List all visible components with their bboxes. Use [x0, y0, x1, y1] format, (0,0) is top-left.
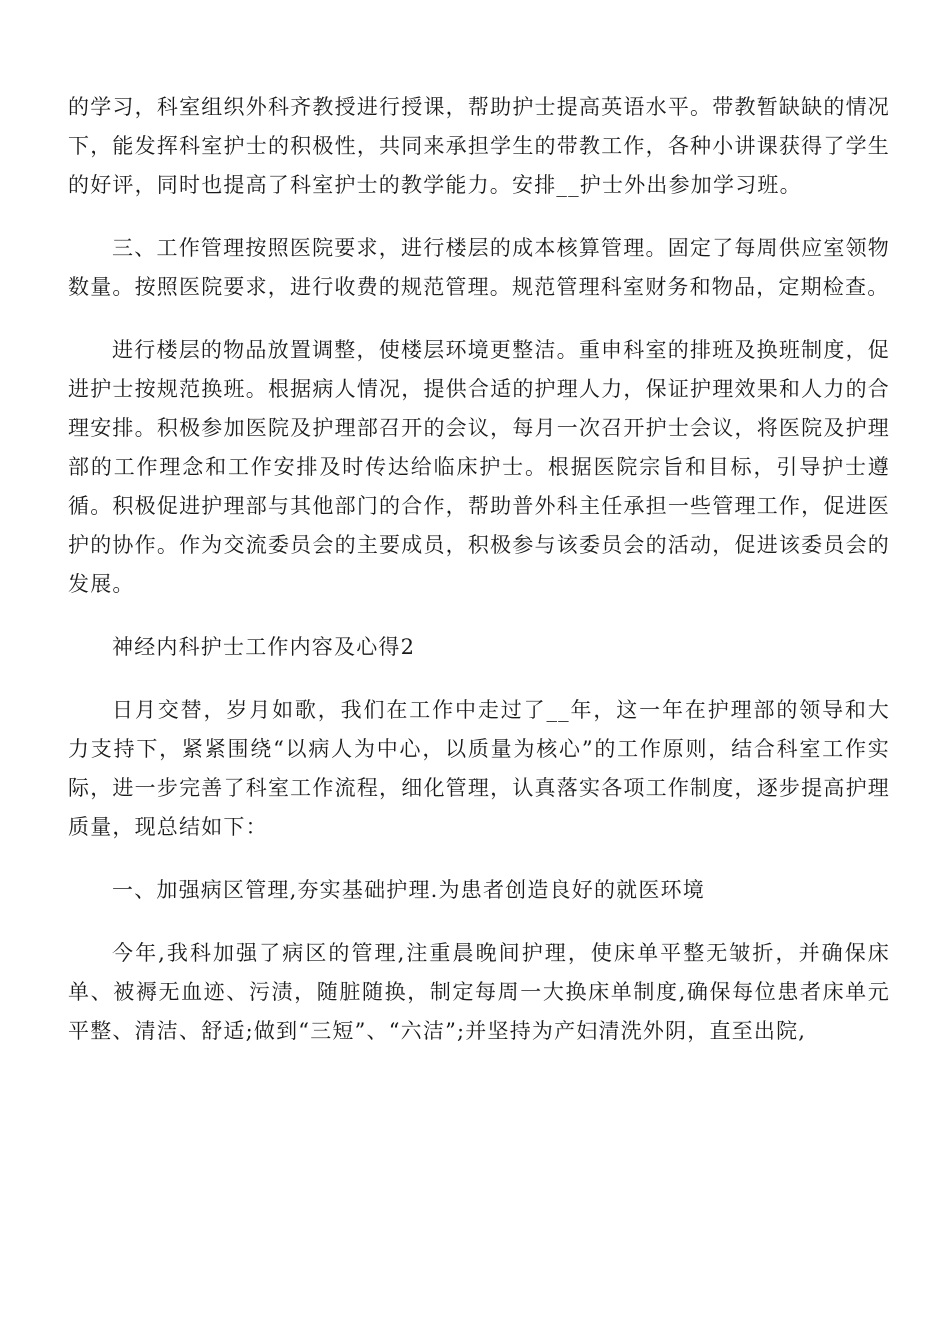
paragraph-5: 日月交替，岁月如歌，我们在工作中走过了__年，这一年在护理部的领导和大力支持下，紧紧围绕“以病人为中心，以质量为核心”的工作原则，结合科室工作实际，进一步完善了科室工作流程，细化管理，认真落实各项工作制度，逐步提高护理质量，现总结如下：: [68, 698, 890, 839]
paragraph-3: 进行楼层的物品放置调整，使楼层环境更整洁。重申科室的排班及换班制度，促进护士按规范换班。根据病人情况，提供合适的护理人力，保证护理效果和人力的合理安排。积极参加医院及护理部召开的会议，每月一次召开护士会议，将医院及护理部的工作理念和工作安排及时传达给临床护士。根据医院宗旨和目标，引导护士遵循。积极促进护理部与其他部门的合作，帮助普外科主任承担一些管理工作，促进医护的协作。作为交流委员会的主要成员，积极参与该委员会的活动，促进该委员会的发展。: [68, 338, 890, 596]
paragraph-1: 的学习，科室组织外科齐教授进行授课，帮助护士提高英语水平。带教暂缺缺的情况下，能发挥科室护士的积极性，共同来承担学生的带教工作，各种小讲课获得了学生的好评，同时也提高了科室护士的教学能力。安排__护士外出参加学习班。: [68, 95, 890, 197]
section-title: 神经内科护士工作内容及心得2: [112, 635, 416, 659]
subsection-title: 一、加强病区管理,夯实基础护理.为患者创造良好的就医环境: [112, 878, 705, 902]
paragraph-2: 三、工作管理按照医院要求，进行楼层的成本核算管理。固定了每周供应室领物数量。按照医院要求，进行收费的规范管理。规范管理科室财务和物品，定期检查。: [68, 236, 890, 299]
paragraph-7: 今年,我科加强了病区的管理,注重晨晚间护理，使床单平整无皱折，并确保床单、被褥无血迹、污渍，随脏随换，制定每周一大换床单制度,确保每位患者床单元平整、清洁、舒适;做到“三短”、“六洁”;并坚持为产妇清洗外阴，直至出院,: [68, 941, 890, 1043]
